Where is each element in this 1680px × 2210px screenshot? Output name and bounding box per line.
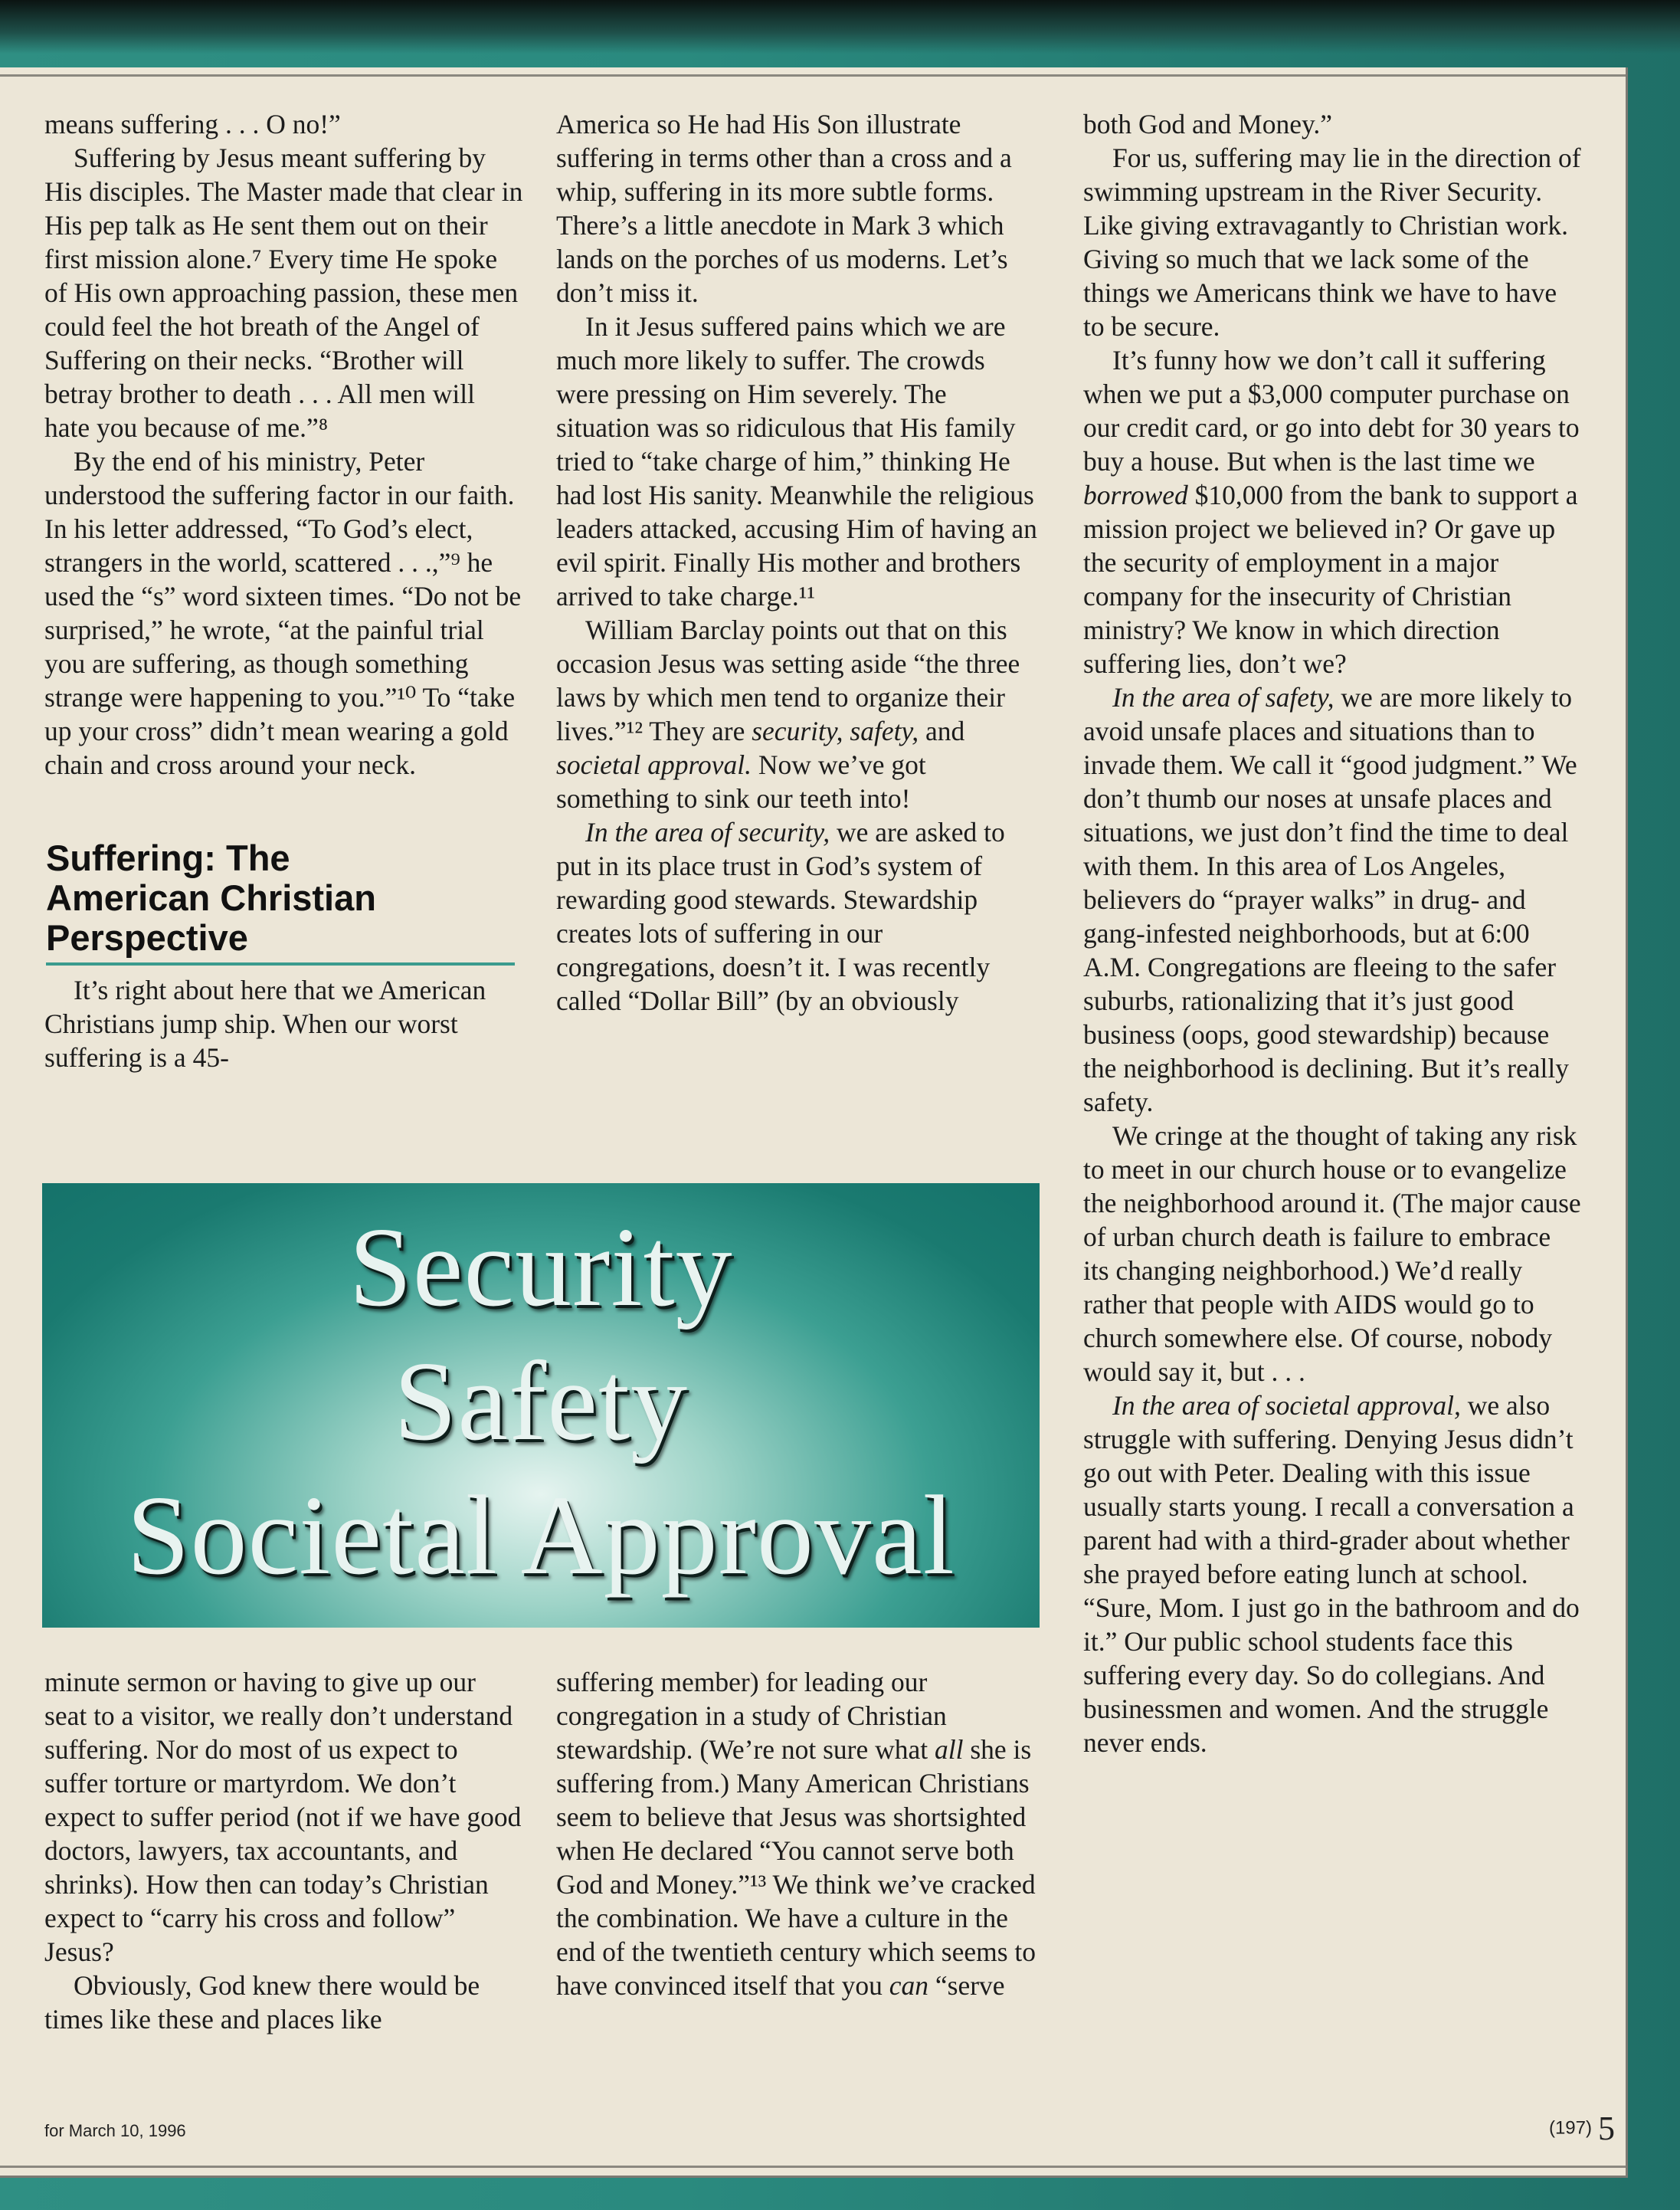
text-run: we are asked to put in its place trust in God’s system of rewarding good stewards. Stewardship creates lots of suffering in our congregations, doesn’t it. I was recently called “Dollar Bill” (by an obviously	[556, 817, 1005, 1016]
paragraph	[1083, 680, 1581, 1119]
paragraph: It’s right about here that we American Christians jump ship. When our worst suffering is a 45-	[44, 975, 486, 1073]
paragraph: Obviously, God knew there would be times like these and places like	[44, 1970, 480, 2035]
page-number: 5	[1598, 2110, 1615, 2147]
text-run: she is suffering from.) Many American Christians seem to believe that Jesus was shortsighted when He declared “You cannot serve both God and Money.”¹³ We think we’ve cracked the combination. We have a culture in the end of the twentieth century which seems to have convinced itself that you	[556, 1734, 1036, 2001]
italic-run: In the area of safety,	[1112, 682, 1335, 713]
paragraph: Suffering by Jesus meant suffering by His disciples. The Master made that clear in His pep talk as He sent them out on their first mission alone.⁷ Every time He spoke of His own approaching passion, these men could feel the hot breath of the Angel of Suffering on their necks. “Brother will betray brother to death . . . All men will hate you because of me.”⁸	[44, 143, 523, 443]
text-run: $10,000 from the bank to support a mission project we believed in? Or gave up the security of employment in a major company for the insecurity of Christian ministry? We know in which direction suffering lies, don’t we?	[1083, 480, 1578, 679]
italic-run: all	[934, 1734, 964, 1765]
text-run: and	[919, 716, 965, 746]
text-run: “serve	[928, 1970, 1005, 2001]
issue-date: for March 10, 1996	[44, 2121, 186, 2140]
italic-run: can	[889, 1970, 929, 2001]
banner-line-societal-approval: Societal Approval	[126, 1473, 955, 1598]
italic-run: security, safety,	[752, 716, 919, 746]
italic-run: societal approval.	[556, 749, 752, 780]
italic-run: In the area of societal approval,	[1112, 1390, 1461, 1421]
text-run: we are more likely to avoid unsafe places and situations than to invade them. We call it “good judgment.” We don’t thumb our noses at unsafe places and situations, we just don’t find the time to deal with them. In this area of Los Angeles, believers do “prayer walks” in drug- and gang-infested neighborhoods, but at 6:00 A.M. Congregations are fleeing to the safer suburbs, rationalizing that it’s just good business (oops, good stewardship) because the neighborhood is declining. But it’s really safety.	[1083, 682, 1577, 1117]
page-edge-shadow	[0, 0, 1680, 54]
folio-number: (197)	[1548, 2117, 1592, 2139]
column-2-top	[556, 107, 1043, 1018]
column-3	[1083, 107, 1581, 1759]
column-2-bottom	[556, 1665, 1043, 2002]
paragraph: minute sermon or having to give up our seat to a visitor, we really don’t understand suffering. Nor do most of us expect to suffer torture or martyrdom. We don’t expect to suffer period (not if we have good doctors, lawyers, tax accountants, and shrinks). How then can today’s Christian expect to “carry his cross and follow” Jesus?	[44, 1667, 522, 1967]
paragraph: For us, suffering may lie in the direction of swimming upstream in the River Security. Like giving extravagantly to Christian work. Giving so much that we lack some of the things we Americans think we have to have to be secure.	[1083, 143, 1581, 342]
banner-line-security: Security	[349, 1205, 733, 1330]
paragraph	[1083, 343, 1581, 680]
paragraph	[556, 1665, 1043, 2002]
pull-quote-banner	[42, 1183, 1040, 1628]
section-heading	[46, 838, 515, 966]
paragraph	[556, 815, 1043, 1018]
page-folio	[1549, 2109, 1615, 2148]
column-1-top	[44, 107, 523, 1074]
text-run: It’s funny how we don’t call it suffering when we put a $3,000 computer purchase on our credit card, or go into debt for 30 years to buy a house. But when is the last time we	[1083, 345, 1580, 477]
paragraph: means suffering . . . O no!”	[44, 109, 341, 139]
paragraph: America so He had His Son illustrate suffering in terms other than a cross and a whip, suffering in its more subtle forms. There’s a little anecdote in Mark 3 which lands on the porches of us moderns. Let’s don’t miss it.	[556, 109, 1012, 308]
heading-line: American Christian	[46, 877, 376, 918]
paragraph: both God and Money.”	[1083, 109, 1333, 139]
heading-word: The	[225, 838, 290, 878]
top-rule	[0, 74, 1626, 77]
paragraph	[556, 613, 1043, 815]
paragraph	[1083, 1389, 1581, 1759]
text-run: we also struggle with suffering. Denying Jesus didn’t go out with Peter. Dealing with this issue usually starts young. I recall a conversation a parent had with a third-grader about whether she prayed before eating lunch at school. “Sure, Mom. I just go in the bathroom and do it.” Our public school students face this suffering every day. So do collegians. And businessmen and women. And the struggle never ends.	[1083, 1390, 1580, 1758]
heading-line: Perspective	[46, 917, 248, 958]
italic-run: In the area of security,	[585, 817, 830, 848]
column-1-bottom	[44, 1665, 523, 2036]
banner-line-safety: Safety	[393, 1339, 689, 1464]
text-run: suffering member) for leading our congregation in a study of Christian stewardship. (We’re not sure what	[556, 1667, 947, 1765]
bottom-rule	[0, 2166, 1626, 2168]
paragraph: By the end of his ministry, Peter understood the suffering factor in our faith. In his letter addressed, “To God’s elect, strangers in the world, scattered . . .,”⁹ he used the “s” word sixteen times. “Do not be surprised,” he wrote, “at the painful trial you are suffering, as though something strange were happening to you.”¹⁰ To “take up your cross” didn’t mean wearing a gold chain and cross around your neck.	[44, 446, 522, 780]
text-run: Now we’ve got something to sink our teeth into!	[556, 749, 926, 814]
text-run: William Barclay points out that on this occasion Jesus was setting aside “the three laws by which men tend to organize their lives.”¹² They are	[556, 615, 1020, 746]
paragraph: We cringe at the thought of taking any risk to meet in our church house or to evangelize the neighborhood around it. (The major cause of urban church death is failure to embrace its changing neighborhood.) We’d really rather that people with AIDS would go to church somewhere else. Of course, nobody would say it, but . . .	[1083, 1120, 1581, 1387]
italic-run: borrowed	[1083, 480, 1188, 510]
paragraph: In it Jesus suffered pains which we are much more likely to suffer. The crowds were pressing on Him severely. The situation was so ridiculous that His family tried to “take charge of him,” thinking He had lost His sanity. Meanwhile the religious leaders attacked, accusing Him of having an evil spirit. Finally His mother and brothers arrived to take charge.¹¹	[556, 311, 1037, 612]
heading-word: Suffering:	[46, 838, 216, 878]
